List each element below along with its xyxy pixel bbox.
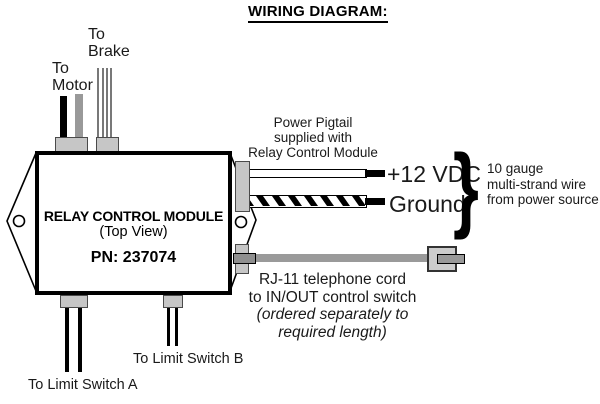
brake-connector-block bbox=[96, 137, 119, 152]
limit-switch-a-wire bbox=[65, 308, 69, 372]
motor-wire-black bbox=[60, 96, 67, 139]
limit-switch-b-label: To Limit Switch B bbox=[133, 351, 244, 367]
limit-switch-a-connector bbox=[60, 295, 88, 308]
limit-switch-a-label: To Limit Switch A bbox=[28, 377, 138, 393]
rj11-note-line4: required length) bbox=[278, 323, 387, 341]
power-pigtail-note-line1: Power Pigtail bbox=[273, 115, 353, 130]
page-title: WIRING DIAGRAM: bbox=[248, 3, 388, 23]
relay-control-module bbox=[35, 151, 232, 295]
rj11-cord bbox=[254, 254, 428, 262]
positive-voltage-label: +12 VDC bbox=[387, 161, 481, 187]
module-view-label: (Top View) bbox=[99, 224, 168, 240]
limit-switch-b-wire bbox=[167, 308, 170, 346]
gauge-note-line3: from power source bbox=[487, 192, 599, 207]
rj11-plug-tab bbox=[437, 254, 465, 264]
to-motor-label: To Motor bbox=[52, 60, 93, 94]
pigtail-connector-block bbox=[235, 161, 250, 212]
rj11-module-plug bbox=[233, 253, 256, 264]
ground-wire-tip bbox=[365, 198, 385, 205]
brake-wire-strand bbox=[106, 68, 108, 139]
power-pigtail-note-line3: Relay Control Module bbox=[248, 145, 378, 160]
power-pigtail-note-line2: supplied with bbox=[273, 130, 353, 145]
positive-wire-tip bbox=[365, 170, 385, 177]
brake-wire-strand bbox=[110, 68, 112, 139]
ground-wire-stripes bbox=[250, 196, 365, 206]
left-mounting-hole bbox=[14, 216, 25, 227]
gauge-note-line2: multi-strand wire bbox=[487, 176, 587, 192]
brake-wire-strand bbox=[97, 68, 99, 139]
motor-wire-gray bbox=[75, 94, 83, 139]
rj11-note-line1: RJ-11 telephone cord bbox=[258, 271, 407, 288]
rj11-note-line2: to IN/OUT control switch bbox=[248, 288, 417, 306]
limit-switch-a-wire bbox=[78, 308, 82, 372]
brake-wire-strand bbox=[102, 68, 104, 139]
module-name: RELAY CONTROL MODULE bbox=[43, 208, 224, 224]
limit-switch-b-wire bbox=[175, 308, 178, 346]
brace-glyph: } bbox=[453, 135, 479, 241]
ground-label: Ground bbox=[389, 191, 466, 217]
module-part-number: PN: 237074 bbox=[90, 249, 177, 266]
gauge-note-line1: 10 gauge bbox=[487, 161, 544, 176]
motor-connector-block bbox=[55, 137, 88, 152]
ground-wire bbox=[249, 195, 367, 208]
to-brake-label: To Brake bbox=[88, 26, 130, 60]
rj11-note-line3: (ordered separately to bbox=[256, 306, 409, 323]
positive-wire bbox=[249, 169, 367, 178]
limit-switch-b-connector bbox=[163, 295, 183, 308]
right-mounting-hole bbox=[236, 217, 247, 228]
